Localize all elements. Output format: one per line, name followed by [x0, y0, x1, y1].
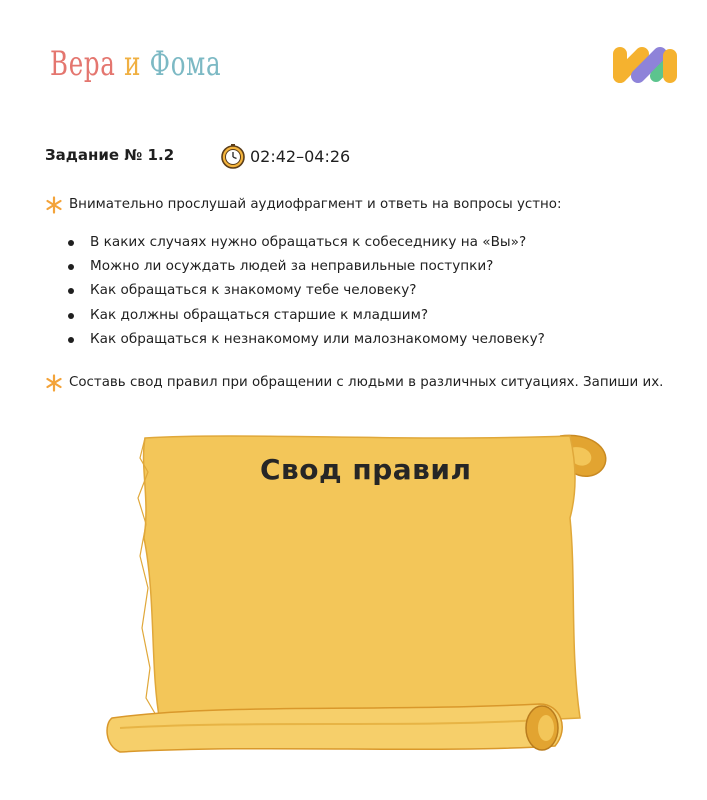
list-item: Как обращаться к знакомому тебе человеку?: [63, 278, 545, 302]
clock-icon: [220, 143, 246, 169]
instruction-rules: [45, 371, 685, 401]
brand-mark-icon: [612, 44, 678, 86]
task-title: Задание № 1.2: [45, 146, 175, 164]
asterisk-icon: [45, 371, 69, 401]
task-time-range: 02:42–04:26: [250, 146, 351, 166]
scroll-title: Свод правил: [260, 453, 472, 486]
list-item: Можно ли осуждать людей за неправильные поступки?: [63, 254, 545, 278]
logo-word-foma: Фома: [149, 44, 222, 84]
list-item: Как должны обращаться старшие к младшим?: [63, 303, 545, 327]
question-list: [63, 230, 545, 351]
task-timer: [220, 143, 350, 169]
rules-scroll: [100, 428, 620, 768]
asterisk-icon: [45, 193, 69, 223]
instruction-listen-text: Внимательно прослушай аудиофрагмент и ответь на вопросы устно:: [69, 197, 562, 212]
logo-word-i: и: [124, 44, 142, 84]
list-item: Как обращаться к незнакомому или малознакомому человеку?: [63, 327, 545, 351]
logo-vera-i-foma: [50, 44, 221, 84]
instruction-listen: [45, 193, 562, 223]
list-item: В каких случаях нужно обращаться к собеседнику на «Вы»?: [63, 230, 545, 254]
instruction-rules-text: Составь свод правил при обращении с людьми в различных ситуациях. Запиши их.: [69, 375, 664, 390]
logo-word-vera: Вера: [50, 44, 116, 84]
